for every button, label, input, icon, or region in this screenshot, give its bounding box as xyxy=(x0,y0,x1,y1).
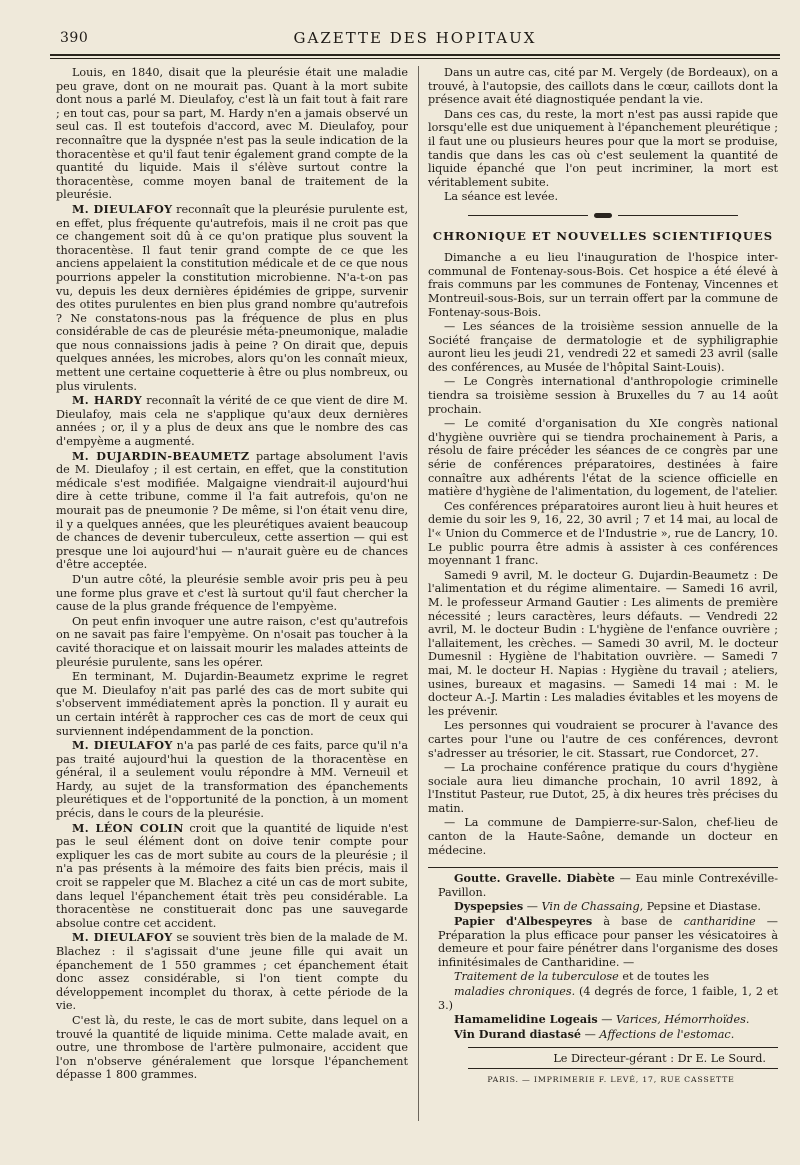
paragraph-text: Louis, en 1840, disait que la pleurésie était une maladie peu grave, dont on ne mourait pas. Quant à la mort subite dont nous a parlé M. Dieulafoy, c'est là un fait tout à fait rare ; en tout cas, pour sa part, M. Hardy n'en a jamais observé un seul cas. Il est toutefois d'accord, avec M. Dieulafoy, pour reconnaître que la dyspnée n'est pas la seule indication de la thoracentèse et qu'il faut tenir également grand compte de la quantité du liquide. Mais il s'élève surtout contre la thoracentèse, comme moyen banal de traitement de la pleurésie. xyxy=(56,66,408,202)
advertisement-line: maladies chroniques. (4 degrés de force, 1 faible, 1, 2 et 3.) xyxy=(438,985,778,1012)
header-rule xyxy=(50,54,780,56)
advertisement-line: Vin Durand diastasé — Affections de l'estomac. xyxy=(454,1026,735,1041)
page-header xyxy=(50,26,780,52)
ad-italic: Varices, Hémorrhoïdes. xyxy=(615,1013,750,1027)
paragraph-text: D'un autre côté, la pleurésie semble avoir pris peu à peu une forme plus grave et c'est là surtout qu'il faut chercher la cause de la plus grande fréquence de l'empyème. xyxy=(56,572,408,614)
left-paragraph xyxy=(56,822,408,931)
news-item: Dimanche a eu lieu l'inauguration de l'hospice inter-communal de Fontenay-sous-Bois. Cet hospice a été élevé à frais communs par les communes de Fontenay, Vincennes et Montreuil-sous-Bois, sur un terrain offert par la commune de Fontenay-sous-Bois. xyxy=(428,251,778,319)
speaker-name: M. LÉON COLIN xyxy=(72,820,184,835)
paragraph-text: On peut enfin invoquer une autre raison, c'est qu'autrefois on ne savait pas faire l'empyème. On n'osait pas toucher à la cavité thoracique et on laissait mourir les malades atteints de pleurésie purulente, sans les opérer. xyxy=(56,614,408,669)
speaker-name: M. DIEULAFOY xyxy=(72,930,173,945)
right-paragraph: Dans un autre cas, cité par M. Vergely (de Bordeaux), on a trouvé, à l'autopsie, des caillots dans le cœur, caillots dont la présence avait été diagnostiquée pendant la vie. xyxy=(428,66,778,107)
advertisement-line: Papier d'Albespeyres à base de cantharidine — Préparation la plus efficace pour panser les vésicatoires à demeure et pour faire pénétrer dans l'organisme des doses infinitésimales de Cantharidine. — xyxy=(438,914,778,969)
ornament-dot xyxy=(594,213,612,218)
running-title: GAZETTE DES HOPITAUX xyxy=(293,29,537,47)
imprint: PARIS. — IMPRIMERIE F. LEVÉ, 17, RUE CASSETTE xyxy=(487,1074,735,1084)
ornament-line-left xyxy=(468,215,588,216)
advertisement-line: Goutte. Gravelle. Diabète — Eau minle Contrexéville-Pavillon. xyxy=(438,871,778,899)
left-paragraph xyxy=(56,615,408,669)
ads-list xyxy=(428,872,778,1041)
left-paragraph xyxy=(56,573,408,614)
column-divider xyxy=(418,66,419,1121)
speaker-name: M. HARDY xyxy=(72,393,143,408)
ad-title: Vin Durand diastasé xyxy=(454,1026,582,1041)
signature: Le Directeur-gérant : Dr E. Le Sourd. xyxy=(553,1052,766,1066)
section-ornament xyxy=(428,210,778,224)
header-rule-thin xyxy=(50,58,780,59)
left-paragraph xyxy=(56,450,408,572)
section-heading: CHRONIQUE ET NOUVELLES SCIENTIFIQUES xyxy=(432,228,774,243)
advertisement-line: Hamamelidine Logeais — Varices, Hémorrhoïdes. xyxy=(454,1012,750,1027)
news-item: — La prochaine conférence pratique du cours d'hygiène sociale aura lieu dimanche prochain, 10 avril 1892, à l'Institut Pasteur, rue Dutot, 25, à dix heures très précises du matin. xyxy=(428,761,778,815)
imprint-rule xyxy=(468,1068,778,1069)
ad-title: Dyspepsies xyxy=(454,899,524,914)
left-column xyxy=(56,66,408,1083)
paragraph-text: reconnaît la vérité de ce que vient de dire M. Dieulafoy, mais cela ne s'applique qu'aux deux dernières années ; or, il y a plus de deux ans que le nombre des cas d'empyème a augmenté. xyxy=(56,394,408,449)
left-paragraph xyxy=(56,394,408,448)
left-paragraph xyxy=(56,670,408,738)
news-item: Les personnes qui voudraient se procurer à l'avance des cartes pour l'une ou l'autre de ces conférences, devront s'adresser au trésorier, le cit. Stassart, rue Condorcet, 27. xyxy=(428,719,778,760)
paragraph-text: croit que la quantité de liquide n'est pas le seul élément dont on doive tenir compte pour expliquer les cas de mort subite au cours de la pleurésie ; il n'a pas présents à la mémoire des faits bien précis, mais il croit se rappeler que M. Blachez a cité un cas de mort subite, dans lequel l'épanchement était très peu considérable. La thoracentèse ne constituerait donc pas une sauvegarde absolue contre cet accident. xyxy=(56,821,409,930)
speaker-name: M. DIEULAFOY xyxy=(72,201,173,216)
advertisement-line: Dyspepsies — Vin de Chassaing, Pepsine et Diastase. xyxy=(454,899,761,914)
session-closing: La séance est levée. xyxy=(444,190,559,204)
ad-italic: Vin de Chassaing, xyxy=(541,900,644,914)
paragraph-text: En terminant, M. Dujardin-Beaumetz exprime le regret que M. Dieulafoy n'ait pas parlé des cas de mort subite qui s'observent immédiatement après la ponction. Il y aurait eu un certain intérêt à rapprocher ces cas de mort de ceux qui surviennent indépendamment de la ponction. xyxy=(56,670,408,738)
ornament-line-right xyxy=(618,215,738,216)
paragraph-text: partage absolument l'avis de M. Dieulafoy ; il est certain, en effet, que la constitution médicale s'est modifiée. Malgaigne viendrait-il aujourd'hui dire à cette tribune, comme il l'a fait autrefois, qu'on ne mourait pas de pneumonie ? De même, si l'on était venu dire, il y a quelques années, que les pleurétiques avaient beaucoup de chances de devenir tuberculeux, cette assertion — qui est presque une loi aujourd'hui — n'aurait guère eu de chances d'être acceptée. xyxy=(56,449,408,572)
ad-title: Goutte. Gravelle. Diabète xyxy=(454,871,615,886)
ad-italic: maladies chroniques. xyxy=(454,985,576,998)
speaker-name: M. DIEULAFOY xyxy=(72,738,173,753)
ad-italic: Traitement de la tuberculose xyxy=(454,970,619,984)
left-paragraph xyxy=(56,203,408,393)
paragraph-text: reconnaît que la pleurésie purulente est, en effet, plus fréquente qu'autrefois, mais il ne croit pas que ce changement soit dû à ce qu'on pratique plus souvent la thoracentèse. Il faut tenir grand compte de ce que les anciens appelaient la constitution médicale et de ce que nous pourrions appeler la constitution microbienne. N'a-t-on pas vu, depuis les deux dernières épidémies de grippe, survenir des otites purulentes en bien plus grand nombre qu'autrefois ? Ne constatons-nous pas la fréquence de plus en plus considérable de cas de pleurésie méta-pneumonique, maladie que nous connaissions jadis à peine ? On dirait que, depuis quelques années, les microbes, alors qu'on les connaît mieux, mettent une certaine coquetterie à être ou plus nombreux, ou plus virulents. xyxy=(56,202,408,393)
right-column-paragraphs xyxy=(428,66,778,189)
ad-title: Hamamelidine Logeais xyxy=(454,1012,598,1027)
left-paragraph xyxy=(56,66,408,202)
ad-italic: Affections de l'estomac. xyxy=(599,1027,735,1041)
paragraph-text: se souvient très bien de la malade de M. Blachez : il s'agissait d'une jeune fille qui avait un épanchement de 1 550 grammes ; cet épanchement était donc assez considérable, si l'on tient compte du développement incomplet du thorax, à cette période de la vie. xyxy=(56,931,408,1013)
left-paragraph xyxy=(56,931,408,1013)
ad-italic: cantharidine xyxy=(683,915,756,929)
speaker-name: M. DUJARDIN-BEAUMETZ xyxy=(72,448,250,463)
ad-title: Papier d'Albespeyres xyxy=(454,914,593,929)
page-number: 390 xyxy=(60,30,89,46)
news-item: Samedi 9 avril, M. le docteur G. Dujardin-Beaumetz : De l'alimentation et du régime alimentaire. — Samedi 16 avril, M. le professeur Armand Gautier : Les aliments de première nécessité ; leurs caractères, leurs défauts. — Vendredi 22 avril, M. le docteur Budin : L'hygiène de l'enfance ouvrière ; l'allaitement, les crèches. — Samedi 30 avril, M. le docteur Dumesnil : Hygiène de l'habitation ouvrière. — Samedi 7 mai, M. le docteur H. Napias : Hygiène du travail ; ateliers, usines, bureaux et magasins. — Samedi 14 mai : M. le docteur A.-J. Martin : Les maladies évitables et les moyens de les prévenir. xyxy=(428,568,778,718)
news-item: — Les séances de la troisième session annuelle de la Société française de dermatologie et de syphiligraphie auront lieu les jeudi 21, vendredi 22 et samedi 23 avril (salle des conférences, au Musée de l'hôpital Saint-Louis). xyxy=(428,320,778,374)
right-paragraph: Dans ces cas, du reste, la mort n'est pas aussi rapide que lorsqu'elle est due uniquement à l'épanchement pleurétique ; il faut une ou plusieurs heures pour que la mort se produise, tandis que dans les cas où c'est seulement la quantité de liquide épanché que l'on peut incriminer, la mort est véritablement subite. xyxy=(428,107,778,189)
ads-rule xyxy=(428,867,778,868)
news-list xyxy=(428,251,778,857)
advertisement-line: Traitement de la tuberculose et de toutes les xyxy=(454,970,710,984)
right-column xyxy=(428,66,778,1088)
news-item: — Le comité d'organisation du XIe congrès national d'hygiène ouvrière qui se tiendra prochainement à Paris, a résolu de faire précéder les séances de ce congrès par une série de conférences préparatoires, destinées à faire connaître aux adhérents l'état de la science officielle en matière d'hygiène de l'alimentation, du logement, de l'atelier. xyxy=(428,417,778,499)
news-item: — La commune de Dampierre-sur-Salon, chef-lieu de canton de la Haute-Saône, demande un docteur en médecine. xyxy=(428,816,778,857)
news-item: — Le Congrès international d'anthropologie criminelle tiendra sa troisième session à Bruxelles du 7 au 14 août prochain. xyxy=(428,375,778,416)
left-paragraph xyxy=(56,1014,408,1082)
left-paragraph xyxy=(56,739,408,821)
signature-rule xyxy=(468,1047,778,1048)
paragraph-text: n'a pas parlé de ces faits, parce qu'il n'a pas traité aujourd'hui la question de la thoracentèse en général, il a seulement voulu répondre à MM. Verneuil et Hardy, au sujet de la transformation des épanchements pleurétiques et de l'opportunité de la ponction, à un moment précis, dans le cours de la pleurésie. xyxy=(56,739,408,821)
news-item: Ces conférences préparatoires auront lieu à huit heures et demie du soir les 9, 16, 22, 30 avril ; 7 et 14 mai, au local de l'« Union du Commerce et de l'Industrie », rue de Lancry, 10. Le public pourra être admis à assister à ces conférences moyennant 1 franc. xyxy=(428,499,778,568)
paragraph-text: C'est là, du reste, le cas de mort subite, dans lequel on a trouvé la quantité de liquide minima. Cette malade avait, en outre, une thrombose de l'artère pulmonaire, accident que l'on n'observe généralement que lorsque l'épanchement dépasse 1 800 grammes. xyxy=(56,1013,408,1082)
